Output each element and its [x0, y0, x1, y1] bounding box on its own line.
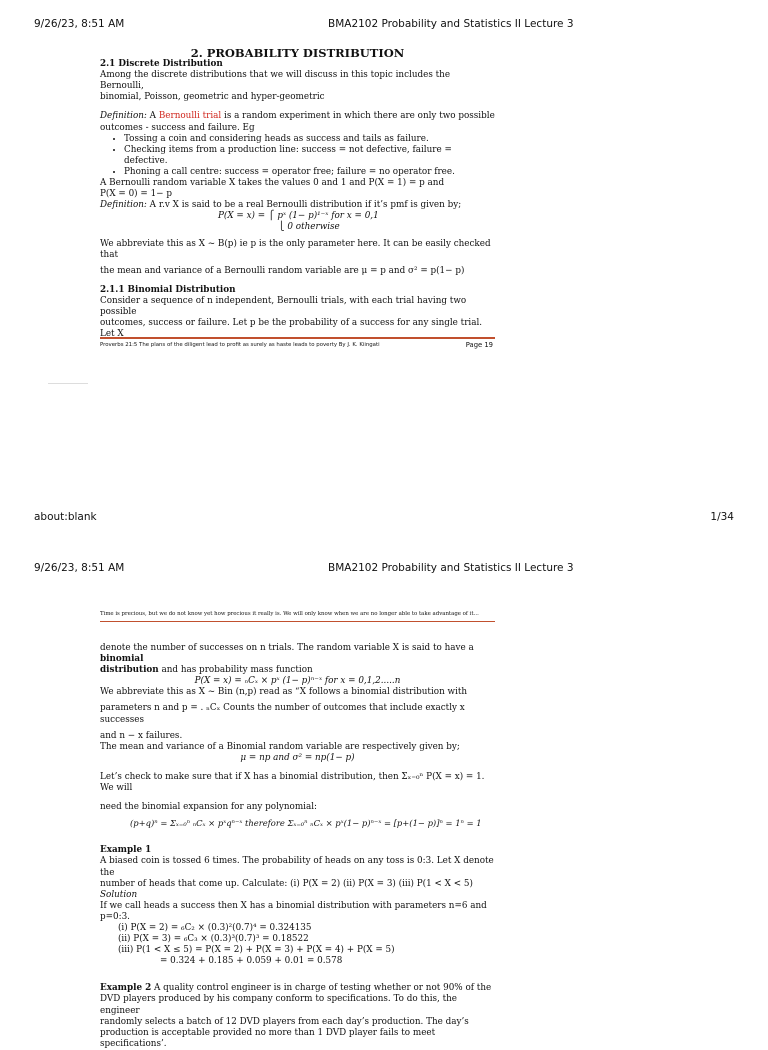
divider	[48, 383, 88, 384]
binomial-pmf: P(X = x) = ₙCₓ × pˣ (1− p)ⁿ⁻ˣ for x = 0,1,2.....n	[194, 676, 401, 687]
mean-variance-formula: μ = np and σ² = np(1− p)	[240, 752, 355, 763]
page-number: Page 19	[465, 341, 493, 349]
solution-part-iii: (iii) P(1 < X ≤ 5) = P(X = 2) + P(X = 3) + P(X = 4) + P(X = 5)	[118, 945, 395, 956]
definition-label: Definition:	[100, 111, 147, 122]
definition-label: Definition:	[100, 200, 147, 211]
intro-line-2: binomial, Poisson, geometric and hyper-geometric	[100, 92, 325, 103]
example-2-line-4: production is acceptable provided no more than 1 DVD player fails to meet specifications’.	[100, 1027, 436, 1049]
example-2-line-1: Example 2 A quality control engineer is in charge of testing whether or not 90% of the	[100, 983, 492, 994]
list-item: • Phoning a call centre: success = operator free; failure = no operator free.	[124, 167, 495, 178]
pmf-formula-line-1: P(X = x) = ⎧ pˣ (1− p)¹⁻ˣ for x = 0,1	[218, 211, 379, 222]
binomial-intro-line-2: outcomes, success or failure. Let p be the probability of a success for any single trial. Let X	[100, 318, 483, 340]
pmf-formula-line-2: ⎩ 0 otherwise	[278, 222, 340, 233]
footer-quote: Proverbs 21:5 The plans of the diligent lead to profit as surely as haste leads to poverty By J. K. Kiingati	[100, 342, 380, 348]
print-doc-title: BMA2102 Probability and Statistics II Lecture 3	[328, 562, 574, 574]
example-1-line-2: number of heads that come up. Calculate: (i) P(X = 2) (ii) P(X = 3) (iii) P(1 < X < 5)	[100, 878, 473, 889]
binomial-expansion: (p+q)ⁿ = Σₓ₌₀ⁿ ₙCₓ × pˣqⁿ⁻ˣ therefore Σₓ₌₀ⁿ ₙCₓ × pˣ(1− p)ⁿ⁻ˣ = [p+(1− p)]ⁿ = 1ⁿ = 1	[130, 818, 482, 829]
document-page-19	[100, 48, 495, 340]
example-2-line-2: DVD players produced by his company conform to specifications. To do this, the engineer	[100, 994, 458, 1016]
example-1-line-1: A biased coin is tossed 6 times. The probability of heads on any toss is 0:3. Let X denote the	[100, 856, 494, 878]
print-timestamp: 9/26/23, 8:51 AM	[34, 562, 125, 574]
definition-line-2: outcomes - success and failure. Eg	[100, 122, 255, 133]
definition-bernoulli-trial: Definition: A Bernoulli trial is a random experiment in which there are only two possible	[100, 111, 495, 122]
print-page-counter: 1/34	[710, 511, 734, 523]
section-heading: 2.1 Discrete Distribution	[100, 59, 223, 70]
abbreviation-line-1: We abbreviate this as X ~ B(p) ie p is the only parameter here. It can be easily checked that	[100, 238, 491, 260]
footer-rule	[100, 337, 495, 339]
chapter-title: 2. PROBABILITY DISTRIBUTION	[190, 46, 405, 60]
list-item: • Checking items from a production line: success = not defective, failure = defective.	[124, 145, 495, 167]
binomial-def-line-2: distribution and has probability mass function	[100, 665, 313, 676]
check-line-1: Let’s check to make sure that if X has a binomial distribution, then Σₓ₌₀ⁿ P(X = x) = 1. We will	[100, 771, 485, 794]
abbreviation-line-1: We abbreviate this as X ~ Bin (n,p) read as “X follows a binomial distribution with	[100, 687, 468, 698]
solution-label: Solution	[100, 889, 138, 900]
print-doc-title: BMA2102 Probability and Statistics II Lecture 3	[328, 18, 574, 30]
definition-pmf: Definition: A r.v X is said to be a real Bernoulli distribution if it’s pmf is given by;	[100, 200, 462, 211]
bernoulli-trial-link[interactable]: Bernoulli trial	[158, 111, 222, 122]
print-timestamp: 9/26/23, 8:51 AM	[34, 18, 125, 30]
solution-part-ii: (ii) P(X = 3) = ₆C₃ × (0.3)³(0.7)³ = 0.18522	[118, 934, 309, 945]
abbreviation-line-2: parameters n and p = . ₙCₓ Counts the number of outcomes that include exactly x successes	[100, 703, 465, 725]
page-top-quote: Time is precious, but we do not know yet how precious it really is. We will only know when we are no longer able to take advantage of it…	[100, 611, 479, 617]
page-footer	[100, 342, 495, 348]
solution-part-iii-result: = 0.324 + 0.185 + 0.059 + 0.01 = 0.578	[160, 956, 343, 967]
abbreviation-line-2: the mean and variance of a Bernoulli random variable are μ = p and σ² = p(1− p)	[100, 265, 465, 276]
bernoulli-rv-line-2: P(X = 0) = 1− p	[100, 189, 172, 200]
subsection-heading: 2.1.1 Binomial Distribution	[100, 284, 236, 295]
binomial-def-line-1: denote the number of successes on n trials. The random variable X is said to have a binomial	[100, 643, 474, 665]
example-1-heading: Example 1	[100, 845, 152, 856]
print-url: about:blank	[34, 511, 97, 523]
example-2-line-3: randomly selects a batch of 12 DVD players from each day’s production. The day’s	[100, 1016, 469, 1027]
example-2-heading: Example 2	[100, 983, 152, 994]
binomial-intro-line-1: Consider a sequence of n independent, Bernoulli trials, with each trial having two possible	[100, 295, 467, 317]
header-rule	[100, 621, 495, 622]
document-page-20	[100, 643, 495, 1050]
examples-list	[100, 134, 495, 178]
bernoulli-rv-line-1: A Bernoulli random variable X takes the values 0 and 1 and P(X = 1) = p and	[100, 178, 445, 189]
solution-line-1: If we call heads a success then X has a binomial distribution with parameters n=6 and p=0:3.	[100, 900, 487, 922]
list-item: • Tossing a coin and considering heads as success and tails as failure.	[124, 134, 495, 145]
abbreviation-line-3: and n − x failures.	[100, 730, 183, 741]
solution-part-i: (i) P(X = 2) = ₆C₂ × (0.3)²(0.7)⁴ = 0.324135	[118, 922, 312, 933]
mean-variance-intro: The mean and variance of a Binomial random variable are respectively given by;	[100, 741, 460, 752]
check-line-2: need the binomial expansion for any polynomial:	[100, 802, 317, 813]
intro-line-1: Among the discrete distributions that we will discuss in this topic includes the Bernoulli,	[100, 70, 451, 92]
